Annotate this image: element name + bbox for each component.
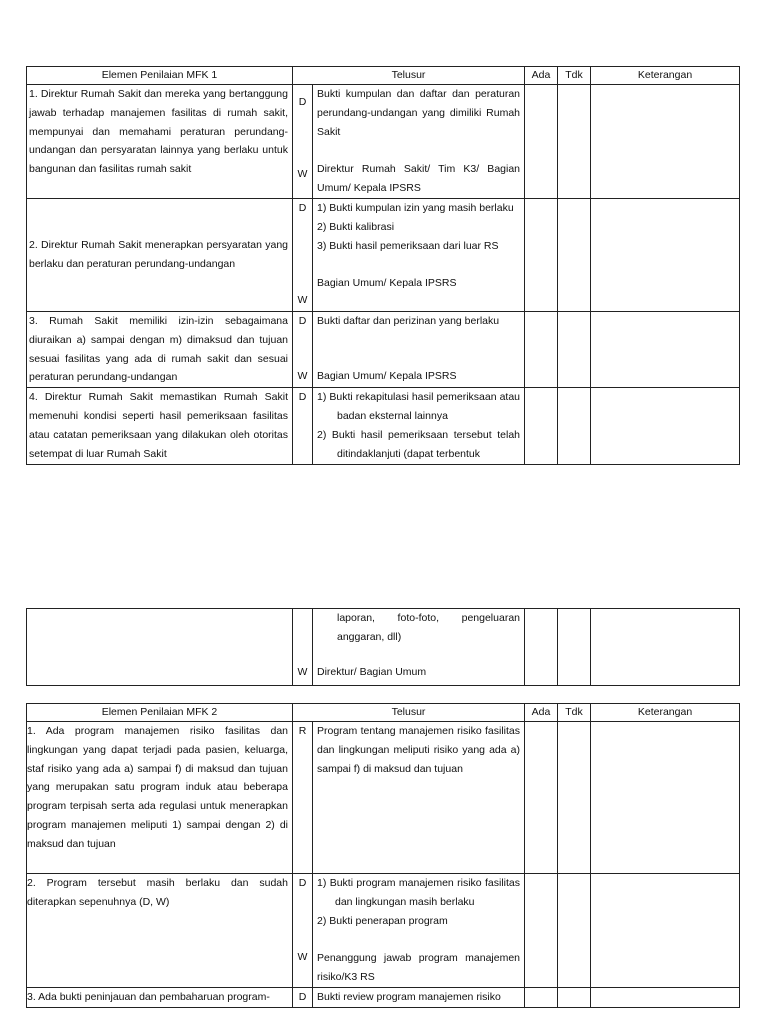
header-element: Elemen Penilaian MFK 1 bbox=[27, 67, 293, 85]
trace-w: Penanggung jawab program manajemen risiko/K3 RS bbox=[317, 952, 521, 983]
header-trace: Telusur bbox=[293, 704, 525, 722]
trace-cell bbox=[313, 199, 525, 312]
trace-w: Bagian Umum/ Kepala IPSRS bbox=[317, 370, 457, 382]
code-d: D bbox=[298, 202, 307, 214]
trace-item: 2) Bukti penerapan program bbox=[317, 914, 448, 927]
table-row bbox=[27, 722, 740, 874]
notes-cell[interactable] bbox=[591, 874, 740, 988]
element-text: 1. Direktur Rumah Sakit dan mereka yang bertanggung jawab terhadap manajemen fasilitas di rumah sakit, mempunyai dan memahami peraturan perundang-undangan dan persyaratan lainnya yang berlaku untuk bangunan dan fasilitas rumah sakit bbox=[27, 85, 293, 199]
table-header-row bbox=[27, 704, 740, 722]
trace-item: 1) Bukti kumpulan izin yang masih berlaku bbox=[317, 202, 514, 214]
no-cell[interactable] bbox=[558, 722, 591, 874]
notes-cell[interactable] bbox=[591, 987, 740, 1007]
element-text: 3. Rumah Sakit memiliki izin-izin sebagaimana diuraikan a) sampai dengan m) dimaksud dan tujuan sesuai fasilitas yang ada di rumah sakit dan sesuai peraturan perundang-undangan bbox=[27, 312, 293, 388]
no-cell[interactable] bbox=[558, 987, 591, 1007]
yes-cell[interactable] bbox=[525, 609, 558, 686]
trace-cell bbox=[313, 874, 525, 988]
yes-cell[interactable] bbox=[525, 199, 558, 312]
no-cell[interactable] bbox=[558, 609, 591, 686]
trace-cell bbox=[313, 609, 525, 686]
code-w: W bbox=[297, 951, 308, 963]
yes-cell[interactable] bbox=[525, 85, 558, 199]
trace-item: 3) Bukti hasil pemeriksaan dari luar RS bbox=[317, 239, 499, 252]
trace-d: Bukti kumpulan dan daftar dan peraturan perundang-undangan yang dimiliki Rumah Sakit bbox=[317, 88, 521, 138]
header-notes: Keterangan bbox=[591, 67, 740, 85]
table-row bbox=[27, 199, 740, 312]
trace-w: Bagian Umum/ Kepala IPSRS bbox=[317, 277, 457, 290]
code-d: D bbox=[298, 315, 307, 327]
code-r: R bbox=[298, 725, 307, 737]
yes-cell[interactable] bbox=[525, 722, 558, 874]
trace-item: 1) Bukti program manajemen risiko fasilitas dan lingkungan masih berlaku bbox=[317, 877, 521, 908]
element-text: 4. Direktur Rumah Sakit memastikan Rumah Sakit memenuhi kondisi seperti hasil pemeriksaan fasilitas atau catatan pemeriksaan yang dilakukan oleh otoritas setempat di luar Rumah Sakit bbox=[27, 388, 293, 465]
code-cell bbox=[293, 199, 313, 312]
trace-continuation: laporan, foto-foto, pengeluaran anggaran, dll) bbox=[337, 612, 520, 643]
table-row bbox=[27, 987, 740, 1007]
header-notes: Keterangan bbox=[591, 704, 740, 722]
trace-w: Direktur Rumah Sakit/ Tim K3/ Bagian Umum/ Kepala IPSRS bbox=[317, 163, 521, 194]
trace-r: Program tentang manajemen risiko fasilitas dan lingkungan meliputi risiko yang ada a) sampai f) di maksud dan tujuan bbox=[313, 722, 525, 874]
yes-cell[interactable] bbox=[525, 312, 558, 388]
trace-item: 2) Bukti hasil pemeriksaan tersebut telah ditindaklanjuti (dapat terbentuk bbox=[317, 428, 521, 460]
no-cell[interactable] bbox=[558, 388, 591, 465]
code-cell bbox=[293, 312, 313, 388]
notes-cell[interactable] bbox=[591, 609, 740, 686]
header-no: Tdk bbox=[558, 704, 591, 722]
no-cell[interactable] bbox=[558, 85, 591, 199]
trace-cell bbox=[313, 85, 525, 199]
trace-item: 2) Bukti kalibrasi bbox=[317, 220, 395, 233]
table-header-row bbox=[27, 67, 740, 85]
header-no: Tdk bbox=[558, 67, 591, 85]
element-text bbox=[27, 199, 293, 312]
element-text bbox=[27, 609, 293, 686]
code-d: D bbox=[298, 391, 307, 404]
notes-cell[interactable] bbox=[591, 85, 740, 199]
header-trace: Telusur bbox=[293, 67, 525, 85]
notes-cell[interactable] bbox=[591, 199, 740, 312]
code-d: D bbox=[298, 990, 307, 1003]
element-text: 1. Ada program manajemen risiko fasilitas dan lingkungan yang dapat terjadi pada pasien, keluarga, staf risiko yang ada a) sampai f) di maksud dan tujuan yang merupakan satu program induk atau beberapa program terpisah serta ada regulasi untuk menerapkan program manajemen meliputi 1) sampai dengan 2) di maksud dan tujuan bbox=[27, 722, 293, 874]
no-cell[interactable] bbox=[558, 874, 591, 988]
table-row bbox=[27, 85, 740, 199]
header-yes: Ada bbox=[525, 67, 558, 85]
code-d: D bbox=[298, 877, 307, 889]
mfk1-continuation-table bbox=[26, 608, 740, 686]
header-yes: Ada bbox=[525, 704, 558, 722]
notes-cell[interactable] bbox=[591, 388, 740, 465]
yes-cell[interactable] bbox=[525, 388, 558, 465]
trace-cell bbox=[313, 388, 525, 465]
mfk2-table bbox=[26, 703, 740, 1008]
code-cell bbox=[293, 722, 313, 874]
code-cell bbox=[293, 874, 313, 988]
trace-cell bbox=[313, 312, 525, 388]
table-row bbox=[27, 388, 740, 465]
notes-cell[interactable] bbox=[591, 722, 740, 874]
code-w: W bbox=[297, 294, 308, 306]
notes-cell[interactable] bbox=[591, 312, 740, 388]
element-text: 2. Program tersebut masih berlaku dan sudah diterapkan sepenuhnya (D, W) bbox=[27, 874, 293, 988]
yes-cell[interactable] bbox=[525, 987, 558, 1007]
table-row bbox=[27, 609, 740, 686]
trace-w: Direktur/ Bagian Umum bbox=[317, 666, 427, 678]
header-element: Elemen Penilaian MFK 2 bbox=[27, 704, 293, 722]
code-w: W bbox=[297, 168, 308, 180]
code-cell bbox=[293, 388, 313, 465]
table-row bbox=[27, 874, 740, 988]
trace-d: Bukti daftar dan perizinan yang berlaku bbox=[317, 315, 500, 327]
trace-d: Bukti review program manajemen risiko bbox=[313, 987, 525, 1007]
code-cell bbox=[293, 85, 313, 199]
code-cell bbox=[293, 987, 313, 1007]
no-cell[interactable] bbox=[558, 312, 591, 388]
element-text: 3. Ada bukti peninjauan dan pembaharuan program- bbox=[27, 987, 293, 1007]
table-row bbox=[27, 312, 740, 388]
code-d: D bbox=[298, 96, 307, 108]
mfk1-table bbox=[26, 66, 740, 465]
code-cell bbox=[293, 609, 313, 686]
trace-item: 1) Bukti rekapitulasi hasil pemeriksaan atau badan eksternal lainnya bbox=[317, 391, 521, 422]
yes-cell[interactable] bbox=[525, 874, 558, 988]
code-w: W bbox=[297, 370, 308, 382]
code-w: W bbox=[297, 666, 308, 678]
no-cell[interactable] bbox=[558, 199, 591, 312]
element-label: 2. Direktur Rumah Sakit menerapkan persyaratan yang berlaku dan peraturan perundang-undangan bbox=[29, 239, 288, 270]
